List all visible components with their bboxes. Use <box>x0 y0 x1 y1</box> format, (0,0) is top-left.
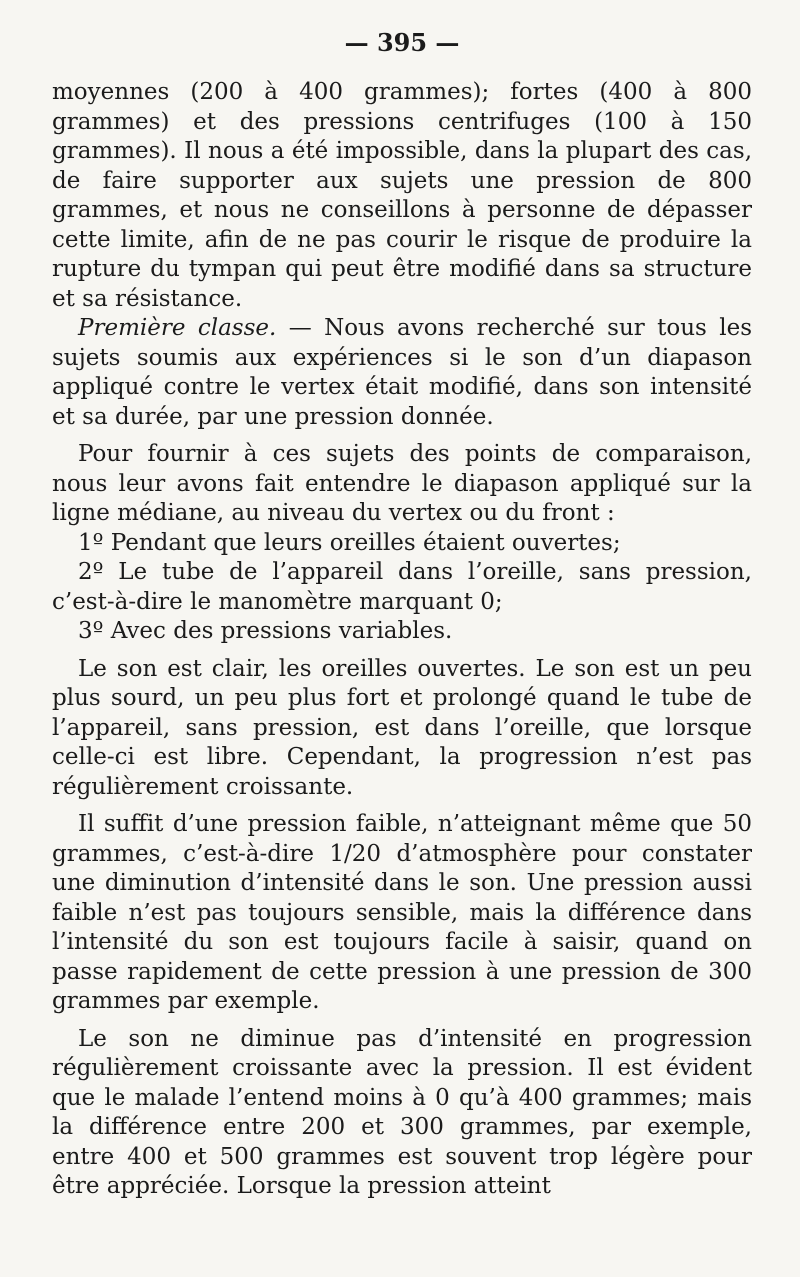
paragraph-2-text: — Nous avons recherché sur tous les sujets soumis aux expériences si le son d’un diapason appliqué contre le vertex était modifié, dans son intensité et sa durée, par une pression donnée. <box>52 315 752 430</box>
page-number: — 395 — <box>344 28 460 57</box>
paragraph-8: Il suffit d’une pression faible, n’atteignant même que 50 grammes, c’est-à-dire 1/20 d’atmosphère pour constater une diminution d’intensité dans le son. Une pression aussi faible n’est pas toujours sensible, mais la différence dans l’intensité du son est toujours facile à saisir, quand on passe rapidement de cette pression à une pression de 300 grammes par exemple. <box>52 811 752 1014</box>
paragraph-7: Le son est clair, les oreilles ouvertes. Le son est un peu plus sourd, un peu plus fort et prolongé quand le tube de l’appareil, sans pression, est dans l’oreille, que lorsque celle-ci est libre. Cependant, la progression n’est pas régulièrement croissante. <box>52 655 752 800</box>
paragraph-3: Pour fournir à ces sujets des points de comparaison, nous leur avons fait entendre le diapason appliqué sur la ligne médiane, au niveau du vertex ou du front : <box>52 441 752 526</box>
page-body <box>52 78 752 1202</box>
list-item-2: 2º Le tube de l’appareil dans l’oreille, sans pression, c’est-à-dire le manomètre marquant 0; <box>52 559 752 615</box>
paragraph-gap <box>52 647 752 655</box>
paragraph-2 <box>52 314 752 432</box>
paragraph-gap <box>52 1017 752 1025</box>
list-item-1: 1º Pendant que leurs oreilles étaient ouvertes; <box>78 529 621 556</box>
paragraph-9: Le son ne diminue pas d’intensité en progression régulièrement croissante avec la pression. Il est évident que le malade l’entend moins à 0 qu’à 400 grammes; mais la différence entre 200 et 300 grammes, par exemple, entre 400 et 500 grammes est souvent trop légère pour être appréciée. Lorsque la pression atteint <box>52 1025 752 1199</box>
paragraph-1: moyennes (200 à 400 grammes); fortes (400 à 800 grammes) et des pressions centrifuges (100 à 150 grammes). Il nous a été impossible, dans la plupart des cas, de faire supporter aux sujets une pression de 800 grammes, et nous ne conseillons à personne de dépasser cette limite, afin de ne pas courir le risque de produire la rupture du tympan qui peut être modifié dans sa structure et sa résistance. <box>52 79 752 312</box>
paragraph-gap <box>52 432 752 440</box>
list-item-3: 3º Avec des pressions variables. <box>78 618 453 644</box>
section-label: Première classe. <box>78 315 277 341</box>
paragraph-gap <box>52 802 752 810</box>
